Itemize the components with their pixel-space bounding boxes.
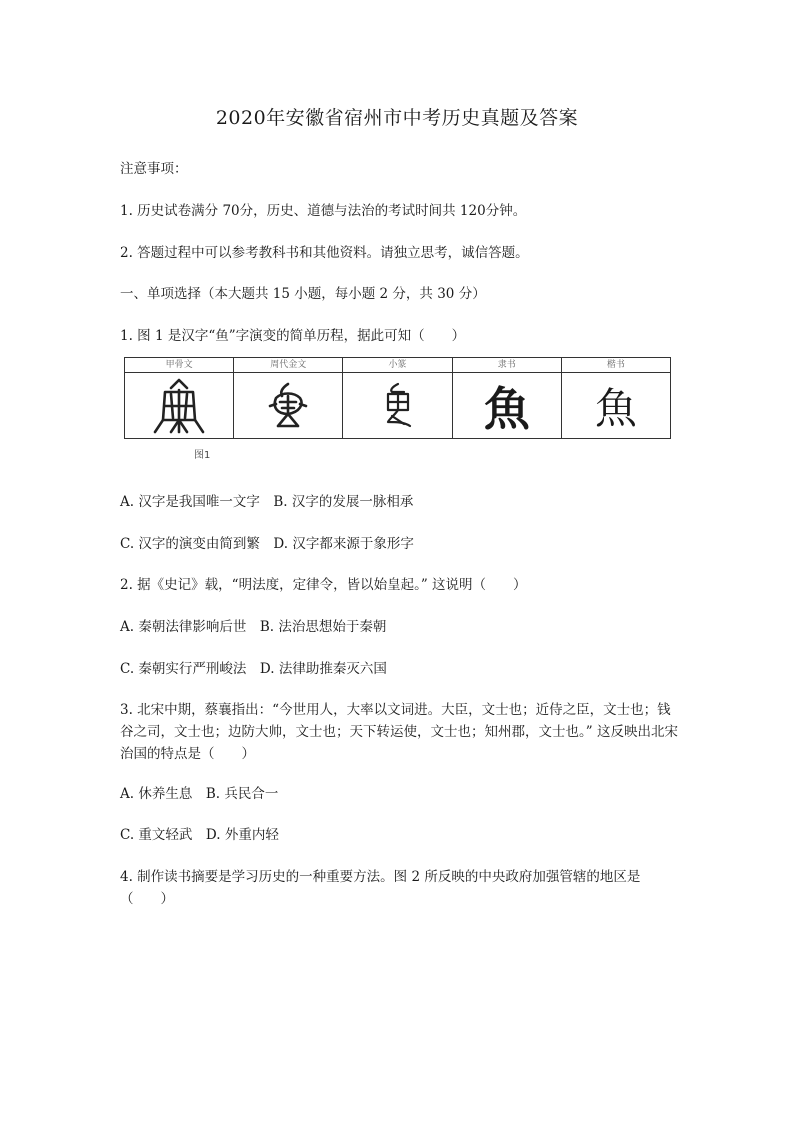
small-seal-fish-icon [374, 378, 422, 434]
question-3-option: C. 重文轻武 D. 外重内轻 [120, 827, 279, 843]
figure-header: 周代金文 [234, 358, 342, 373]
clerical-fish-character: 魚 [483, 382, 530, 436]
figure-header: 隶书 [453, 358, 561, 373]
small-seal-fish-glyph [343, 374, 451, 438]
clerical-fish-glyph [453, 374, 561, 438]
question-3-option: A. 休养生息 B. 兵民合一 [120, 786, 279, 802]
figure-header: 小篆 [343, 358, 451, 373]
notice-item: 2. 答题过程中可以参考教科书和其他资料。请独立思考，诚信答题。 [120, 245, 529, 261]
question-4-stem: 4. 制作读书摘要是学习历史的一种重要方法。图 2 所反映的中央政府加强管辖的地区是（ ） [120, 869, 641, 907]
oracle-bone-fish-icon [149, 376, 209, 436]
bronze-fish-glyph [234, 374, 342, 438]
oracle-bone-fish-glyph [125, 374, 233, 438]
notice-heading: 注意事项： [120, 161, 188, 177]
page-title: 2020年安徽省宿州市中考历史真题及答案 [215, 107, 579, 129]
figure-cell [343, 358, 452, 438]
fish-evolution-figure [124, 357, 671, 439]
figure-cell [453, 358, 562, 438]
notice-item: 1. 历史试卷满分 70分，历史、道德与法治的考试时间共 120分钟。 [120, 203, 527, 219]
figure-cell [562, 358, 670, 438]
question-1-option: A. 汉字是我国唯一文字 B. 汉字的发展一脉相承 [120, 494, 414, 510]
question-1-stem: 1. 图 1 是汉字“鱼”字演变的简单历程，据此可知（ ） [120, 328, 466, 344]
section-heading: 一、单项选择（本大题共 15 小题，每小题 2 分，共 30 分） [120, 286, 486, 302]
figure-header: 甲骨文 [125, 358, 233, 373]
figure-header: 楷书 [562, 358, 670, 373]
figure-caption: 图1 [194, 450, 211, 461]
regular-fish-glyph [562, 374, 670, 438]
question-2-option: A. 秦朝法律影响后世 B. 法治思想始于秦朝 [120, 619, 387, 635]
question-3-stem: 3. 北宋中期，蔡襄指出：“今世用人，大率以文词进。大臣，文士也；近侍之臣，文士也；钱谷之司，文士也；边防大帅，文士也；天下转运使，文士也；知州郡，文士也。” 这反映出北宋治国的特点是（ ） [120, 702, 678, 762]
figure-cell [234, 358, 343, 438]
question-2-option: C. 秦朝实行严刑峻法 D. 法律助推秦灭六国 [120, 661, 387, 677]
question-1-option: C. 汉字的演变由简到繁 D. 汉字都来源于象形字 [120, 536, 414, 552]
question-2-stem: 2. 据《史记》载，“明法度，定律令，皆以始皇起。” 这说明（ ） [120, 577, 527, 593]
figure-cell [125, 358, 234, 438]
bronze-fish-icon [260, 378, 316, 434]
regular-fish-character: 魚 [594, 384, 637, 433]
